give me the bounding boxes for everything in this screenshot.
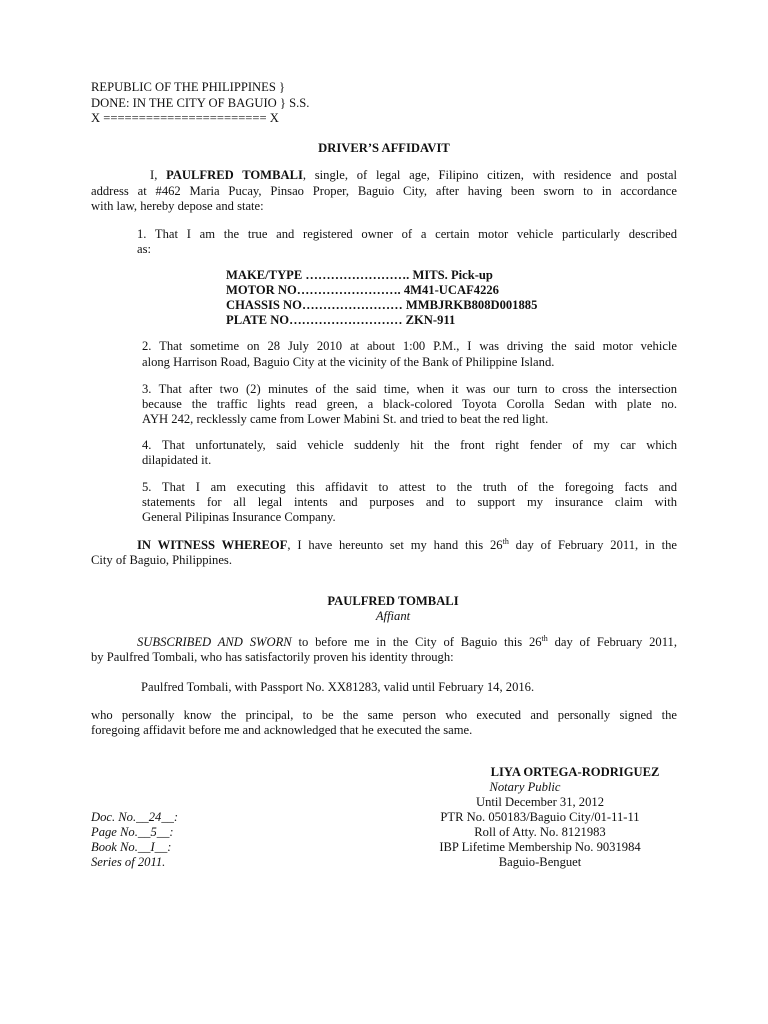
vehicle-make: MAKE/TYPE ……………………. MITS. Pick-up (226, 268, 493, 282)
docket-book (91, 840, 171, 855)
jurat-line-1 (137, 635, 677, 650)
witness-sup: th (502, 536, 509, 546)
affiant-name-inline: PAULFRED TOMBALI (166, 168, 303, 182)
docket-book-label: Book No. (91, 840, 138, 854)
witness-text-b: day of February 2011, in the (508, 538, 678, 552)
witness-text-a: , I have hereunto set my hand this 26 (287, 538, 503, 552)
notary-roll: Roll of Atty. No. 8121983 (474, 825, 606, 839)
jurat-id-line: Paulfred Tombali, with Passport No. XX81283, valid until February 14, 2016. (141, 680, 535, 694)
intro-line-1 (150, 168, 677, 183)
vehicle-motor: MOTOR NO……………………. 4M41-UCAF4226 (226, 283, 499, 297)
vehicle-plate: PLATE NO……………………… ZKN-911 (226, 313, 456, 327)
item-2-line-2: along Harrison Road, Baguio City at the vicinity of the Bank of Philippine Island. (142, 355, 555, 369)
witness-heading: IN WITNESS WHEREOF (137, 538, 288, 552)
item-1-line-2: as: (137, 242, 151, 256)
jurat-text-a: to before me in the City of Baguio this 26 (291, 635, 542, 649)
docket-doc-label: Doc. No. (91, 810, 137, 824)
witness-line-1 (137, 538, 677, 553)
item-3-line-3: AYH 242, recklessly came from Lower Mabini St. and tried to beat the red light. (142, 412, 549, 426)
item-4-line-2: dilapidated it. (142, 453, 212, 467)
jurat-text-b: day of February 2011, (547, 635, 677, 649)
docket-page (91, 825, 174, 840)
affiant-name: PAULFRED TOMBALI (327, 594, 459, 608)
item-5-line-2: statements for all legal intents and purposes and to support my insurance claim with (142, 495, 677, 509)
notary-until: Until December 31, 2012 (475, 795, 604, 809)
jurat-heading: SUBSCRIBED AND SWORN (137, 635, 292, 649)
intro-line-2: address at #462 Maria Pucay, Pinsao Proper, Baguio City, after having been sworn to in accordance (91, 184, 677, 198)
notary-title: Notary Public (489, 780, 561, 794)
header-divider: X ======================= X (91, 111, 279, 125)
docket-series: Series of 2011. (91, 855, 166, 869)
item-5-line-3: General Pilipinas Insurance Company. (142, 510, 336, 524)
intro-line-1-rest: , single, of legal age, Filipino citizen, with residence and postal (302, 168, 677, 182)
docket-doc (91, 810, 178, 825)
docket-book-suffix: : (167, 840, 172, 854)
docket-page-suffix: : (169, 825, 174, 839)
witness-line-2: City of Baguio, Philippines. (91, 553, 232, 567)
notary-name: LIYA ORTEGA-RODRIGUEZ (490, 765, 660, 779)
docket-book-value: __I__ (137, 840, 168, 854)
notary-place: Baguio-Benguet (498, 855, 582, 869)
item-3-line-1: 3. That after two (2) minutes of the said time, when it was our turn to cross the intersection (142, 382, 677, 396)
docket-doc-value: __24__ (136, 810, 174, 824)
header-venue: DONE: IN THE CITY OF BAGUIO } S.S. (91, 96, 310, 110)
affiant-role: Affiant (375, 609, 411, 623)
docket-page-value: __5__ (137, 825, 170, 839)
docket-doc-suffix: : (173, 810, 179, 824)
item-1-line-1: 1. That I am the true and registered owner of a certain motor vehicle particularly described (137, 227, 677, 241)
intro-prefix: I, (150, 168, 167, 182)
notary-ibp: IBP Lifetime Membership No. 9031984 (439, 840, 641, 854)
docket-page-label: Page No. (91, 825, 138, 839)
header-republic: REPUBLIC OF THE PHILIPPINES } (91, 80, 286, 94)
item-2-line-1: 2. That sometime on 28 July 2010 at about 1:00 P.M., I was driving the said motor vehicle (142, 339, 677, 353)
jurat-line-2: by Paulfred Tombali, who has satisfactorily proven his identity through: (91, 650, 454, 664)
jurat-line-4: foregoing affidavit before me and acknowledged that he executed the same. (91, 723, 473, 737)
intro-line-3: with law, hereby depose and state: (91, 199, 264, 213)
vehicle-chassis: CHASSIS NO…………………… MMBJRKB808D001885 (226, 298, 538, 312)
notary-ptr: PTR No. 050183/Baguio City/01-11-11 (440, 810, 640, 824)
item-3-line-2: because the traffic lights read green, a black-colored Toyota Corolla Sedan with plate no. (142, 397, 677, 411)
jurat-sup: th (541, 633, 548, 643)
item-4-line-1: 4. That unfortunately, said vehicle suddenly hit the front right fender of my car which (142, 438, 677, 452)
document-title: DRIVER’S AFFIDAVIT (318, 141, 450, 155)
jurat-line-3: who personally know the principal, to be the same person who executed and personally signed the (91, 708, 677, 722)
item-5-line-1: 5. That I am executing this affidavit to attest to the truth of the foregoing facts and (142, 480, 677, 494)
